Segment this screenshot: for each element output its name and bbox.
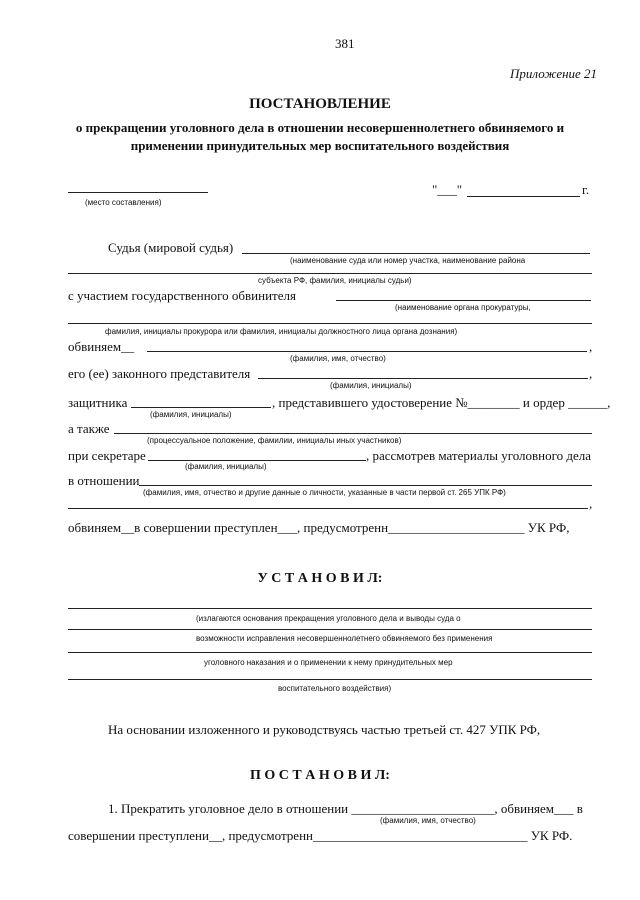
accused-hint: (фамилия, имя, отчество) bbox=[290, 354, 386, 363]
regard-field[interactable] bbox=[139, 485, 592, 486]
established-line-2[interactable] bbox=[68, 629, 592, 630]
defender-label: защитника bbox=[68, 395, 128, 410]
defender-field[interactable] bbox=[131, 407, 271, 408]
representative-label: его (ее) законного представителя bbox=[68, 366, 251, 381]
regard-field-2[interactable] bbox=[68, 508, 588, 509]
established-hint-1: (излагаются основания прекращения уголовного дела и выводы суда о bbox=[196, 614, 461, 623]
document-subtitle-line-1: о прекращении уголовного дела в отношении несовершеннолетнего обвиняемого и bbox=[75, 120, 565, 135]
judge-field[interactable] bbox=[242, 253, 590, 254]
decision-item-1: 1. Прекратить уголовное дело в отношении ______________________, обвиняем___ в bbox=[108, 801, 583, 816]
established-hint-3: уголовного наказания и о применении к нему принудительных мер bbox=[204, 658, 453, 667]
place-field[interactable] bbox=[68, 192, 208, 193]
basis-text: На основании изложенного и руководствуясь частью третьей ст. 427 УПК РФ, bbox=[108, 722, 541, 737]
decision-item-1-hint: (фамилия, имя, отчество) bbox=[380, 816, 476, 825]
judge-label: Судья (мировой судья) bbox=[108, 240, 234, 255]
document-subtitle-line-2: применении принудительных мер воспитательного воздействия bbox=[130, 138, 510, 153]
judge-hint-1: (наименование суда или номер участка, наименование района bbox=[290, 256, 526, 265]
prosecutor-field[interactable] bbox=[336, 300, 591, 301]
date-day: "___" bbox=[432, 182, 463, 197]
decision-item-1-continued: совершении преступлени__, предусмотренн_________________________________ УК РФ. bbox=[68, 828, 573, 843]
accused-field[interactable] bbox=[147, 351, 587, 352]
established-hint-4: воспитательного воздействия) bbox=[278, 684, 392, 693]
established-line-1[interactable] bbox=[68, 608, 592, 609]
prosecutor-hint-2: фамилия, инициалы прокурора или фамилия, инициалы должностного лица органа дознания) bbox=[105, 327, 458, 336]
defender-certificate-text: , представившего удостоверение №________ и ордер ______, bbox=[272, 395, 611, 410]
charge-line: обвиняем__в совершении преступлен___, предусмотренн_____________________ УК РФ, bbox=[68, 520, 570, 535]
page-number: 381 bbox=[335, 36, 355, 51]
secretary-hint: (фамилия, инициалы) bbox=[185, 462, 267, 471]
secretary-tail: , рассмотрев материалы уголовного дела bbox=[366, 448, 592, 463]
representative-hint: (фамилия, инициалы) bbox=[330, 381, 412, 390]
place-hint: (место составления) bbox=[85, 198, 162, 207]
regard-hint: (фамилия, имя, отчество и другие данные о личности, указанные в части первой ст. 265 УПК РФ) bbox=[143, 488, 506, 497]
established-hint-2: возможности исправления несовершеннолетнего обвиняемого без применения bbox=[196, 634, 493, 643]
established-line-3[interactable] bbox=[68, 652, 592, 653]
established-line-4[interactable] bbox=[68, 679, 592, 680]
appendix-label: Приложение 21 bbox=[510, 66, 598, 81]
date-field[interactable] bbox=[467, 196, 580, 197]
judge-hint-2: субъекта РФ, фамилия, инициалы судьи) bbox=[258, 276, 412, 285]
secretary-field[interactable] bbox=[148, 460, 366, 461]
secretary-label: при секретаре bbox=[68, 448, 146, 463]
prosecutor-label: с участием государственного обвинителя bbox=[68, 288, 296, 303]
document-title: ПОСТАНОВЛЕНИЕ bbox=[249, 96, 391, 112]
accused-label: обвиняем__ bbox=[68, 339, 135, 354]
prosecutor-hint-1: (наименование органа прокуратуры, bbox=[395, 303, 531, 312]
prosecutor-field-2[interactable] bbox=[68, 323, 592, 324]
decided-heading: П О С Т А Н О В И Л: bbox=[250, 768, 390, 783]
also-field[interactable] bbox=[114, 433, 592, 434]
representative-field[interactable] bbox=[258, 378, 588, 379]
also-label: а также bbox=[68, 421, 110, 436]
date-year-suffix: г. bbox=[582, 182, 590, 197]
defender-hint: (фамилия, инициалы) bbox=[150, 410, 232, 419]
also-hint: (процессуальное положение, фамилии, инициалы иных участников) bbox=[147, 436, 402, 445]
judge-field-2[interactable] bbox=[68, 273, 592, 274]
established-heading: У С Т А Н О В И Л: bbox=[257, 571, 383, 586]
regard-label: в отношении bbox=[68, 473, 140, 488]
